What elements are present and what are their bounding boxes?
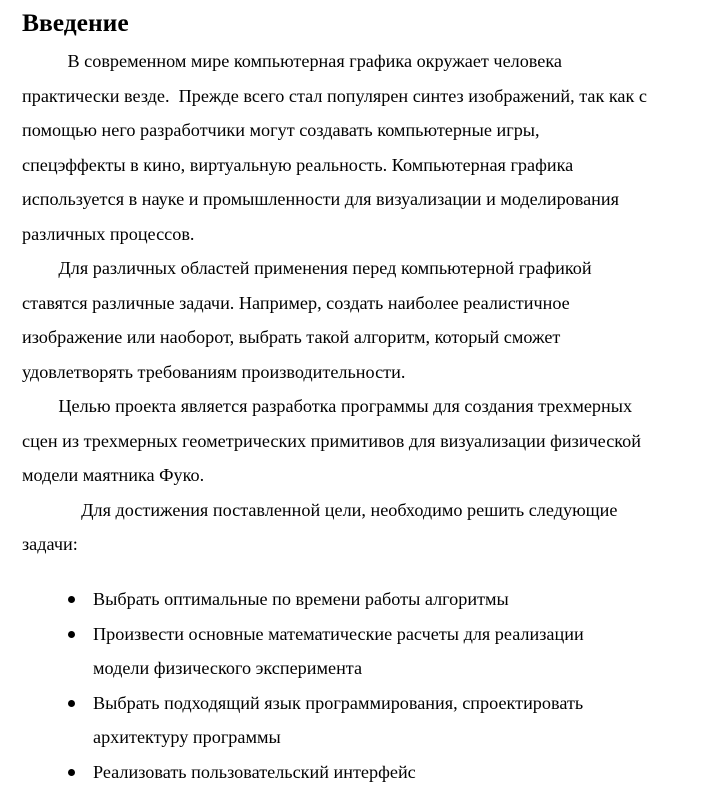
paragraph-line: задачи: bbox=[22, 534, 78, 554]
paragraph-line: практически везде. Прежде всего стал популярен синтез изображений, так как с bbox=[22, 85, 647, 106]
paragraph-line: В современном мире компьютерная графика окружает человека bbox=[22, 51, 562, 71]
list-item-line: Произвести основные математические расчеты для реализации bbox=[93, 623, 584, 644]
list-item-line: модели физического эксперимента bbox=[93, 658, 363, 678]
bullet-icon bbox=[68, 769, 75, 776]
paragraph-tasks-context bbox=[22, 251, 712, 389]
paragraph-line: модели маятника Фуко. bbox=[22, 465, 205, 485]
paragraph-line: сцен из трехмерных геометрических примитивов для визуализации физической bbox=[22, 430, 642, 451]
list-item-line: архитектуру программы bbox=[93, 727, 281, 747]
paragraph-line: удовлетворять требованиям производительности. bbox=[22, 361, 406, 382]
task-list bbox=[68, 582, 688, 789]
list-item-line: Реализовать пользовательский интерфейс bbox=[93, 761, 416, 782]
paragraph-line: Для различных областей применения перед компьютерной графикой bbox=[22, 258, 592, 278]
bullet-icon bbox=[68, 700, 75, 707]
list-item bbox=[68, 755, 688, 790]
paragraph-intro bbox=[22, 44, 712, 251]
bullet-icon bbox=[68, 596, 75, 603]
paragraph-objectives-intro bbox=[22, 493, 712, 562]
document-page bbox=[22, 0, 712, 562]
paragraph-line: используется в науке и промышленности для визуализации и моделирования bbox=[22, 189, 620, 209]
paragraph-line: изображение или наоборот, выбрать такой алгоритм, который сможет bbox=[22, 327, 561, 347]
paragraph-line: Для достижения поставленной цели, необходимо решить следующие bbox=[22, 499, 618, 520]
list-item-line: Выбрать оптимальные по времени работы алгоритмы bbox=[93, 589, 509, 609]
paragraph-line: различных процессов. bbox=[22, 223, 195, 244]
paragraph-line: ставятся различные задачи. Например, создать наиболее реалистичное bbox=[22, 292, 570, 313]
list-item bbox=[68, 686, 688, 755]
paragraph-line: спецэффекты в кино, виртуальную реальность. Компьютерная графика bbox=[22, 154, 574, 175]
paragraph-goal bbox=[22, 389, 712, 493]
page-title: Введение bbox=[22, 8, 129, 37]
list-item bbox=[68, 582, 688, 617]
list-item bbox=[68, 617, 688, 686]
paragraph-line: Целью проекта является разработка программы для создания трехмерных bbox=[22, 396, 633, 416]
bullet-icon bbox=[68, 631, 75, 638]
list-item-line: Выбрать подходящий язык программирования, спроектировать bbox=[93, 692, 584, 713]
paragraph-line: помощью него разработчики могут создавать компьютерные игры, bbox=[22, 120, 540, 140]
